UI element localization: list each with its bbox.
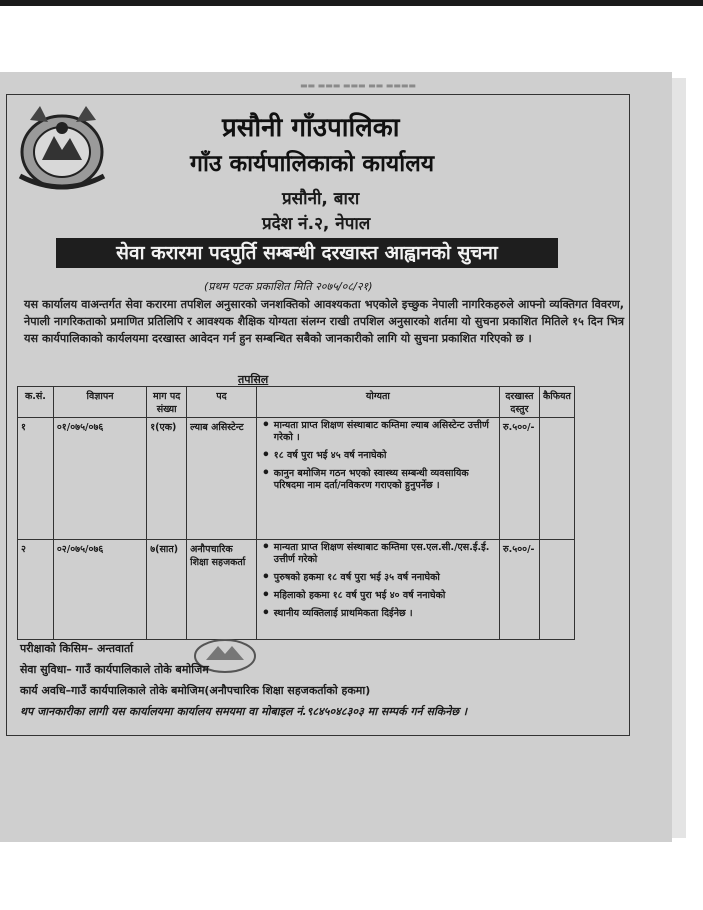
cell-count: १(एक): [147, 418, 187, 540]
intro-paragraph: यस कार्यालय वाअन्तर्गत सेवा करारमा तपशिल अनुसारको जनशक्तिको आवश्यकता भएकोले इच्छुक नेपाली नागरिकहरुले आफ्नो व्यक्तिगत विवरण, नेपाली नागरिकताको प्रमाणित प्रतिलिपि र आवश्यक शैक्षिक योग्यता संलग्न राखी तपशिल अनुसारको शर्तमा यो सुचना प्रकाशित मितिले १५ दिन भित्र यस कार्यपालिकाको कार्यलयमा दरखास्त आवेदन गर्न हुन सम्बन्धित सबैको जानकारीको लागि यो सुचना प्रकाशित गरिएको छ ।: [24, 298, 624, 345]
table-row: [18, 418, 575, 540]
list-item: • १८ वर्ष पुरा भई ४५ वर्ष ननाघेको: [274, 450, 496, 462]
scan-edge: [0, 0, 703, 6]
col-header-ad: विज्ञापन: [53, 387, 146, 418]
published-date: (प्रथम पटक प्रकाशित मिति २०७५/०८/२१): [204, 280, 373, 293]
col-header-remarks: कैफियत: [539, 387, 574, 418]
cell-remarks: [539, 540, 574, 640]
contact-info: थप जानकारीका लागी यस कार्यालयमा कार्यालय समयमा वा मोबाइल नं.९८४५०४८३०३ मा सम्पर्क गर्न सकिनेछ ।: [20, 705, 468, 718]
notice-banner: सेवा करारमा पदपुर्ति सम्बन्धी दरखास्त आह्वानको सुचना: [56, 238, 558, 268]
list-item: • महिलाको हकमा १८ वर्ष पुरा भई ४० वर्ष ननाघेको: [274, 590, 496, 602]
col-header-sn: क.सं.: [18, 387, 54, 418]
cell-fee: रु.५००/-: [499, 418, 539, 540]
service-facility: सेवा सुविधा– गाउँ कार्यपालिकाले तोके बमोजिम: [20, 663, 209, 676]
cell-sn: १: [18, 418, 54, 540]
cell-post: अनौपचारिक शिक्षा सहजकर्ता: [187, 540, 257, 640]
office-location: प्रसौनी, बारा: [282, 189, 360, 209]
list-item: • मान्यता प्राप्त शिक्षण संस्थाबाट कम्तिमा ल्याब असिस्टेन्ट उत्तीर्ण गरेको ।: [274, 420, 496, 444]
municipality-title: प्रसौनी गाँउपालिका: [222, 113, 400, 143]
list-item: • पुरुषको हकमा १८ वर्ष पुरा भई ३५ वर्ष ननाघेको: [274, 572, 496, 584]
cell-sn: २: [18, 540, 54, 640]
cell-ad: ०२/०७५/०७६: [53, 540, 146, 640]
col-header-post: पद: [187, 387, 257, 418]
vacancy-table: [17, 386, 575, 640]
cell-fee: रु.५००/-: [499, 540, 539, 640]
table-row: [18, 540, 575, 640]
col-header-count: माग पद संख्या: [147, 387, 187, 418]
work-term: कार्य अवधि–गाउँ कार्यपालिकाले तोके बमोजिम(अनौपचारिक शिक्षा सहजकर्ताको हकमा): [20, 684, 371, 697]
cell-remarks: [539, 418, 574, 540]
exam-type: परीक्षाको किसिम– अन्तवार्ता: [20, 642, 134, 655]
col-header-fee: दरखास्त दस्तुर: [499, 387, 539, 418]
cell-ad: ०१/०७५/०७६: [53, 418, 146, 540]
list-item: • स्थानीय व्यक्तिलाई प्राथमिकता दिईनेछ ।: [274, 608, 496, 620]
province-name: प्रदेश नं.२, नेपाल: [262, 214, 371, 234]
list-item: • मान्यता प्राप्त शिक्षण संस्थाबाट कम्तिमा एस.एल.सी./एस.ई.ई. उत्तीर्ण गरेको: [274, 542, 496, 566]
col-header-qualification: योग्यता: [256, 387, 499, 418]
office-name: गाँउ कार्यपालिकाको कार्यालय: [190, 150, 435, 177]
cell-qualification: [256, 540, 499, 640]
cell-qualification: [256, 418, 499, 540]
nepal-emblem-icon: [10, 98, 120, 198]
cell-count: ७(सात): [147, 540, 187, 640]
notice-footer: [20, 638, 467, 722]
cell-post: ल्याब असिस्टेन्ट: [187, 418, 257, 540]
list-item: • कानुन बमोजिम गठन भएको स्वास्थ्य सम्बन्धी व्यवसायिक परिषदमा नाम दर्ता/नविकरण गराएको हुनुपर्नेछ ।: [274, 468, 496, 492]
details-heading: तपसिल: [238, 373, 269, 386]
table-header-row: [18, 387, 575, 418]
bleed-through-text: ▬▬ ▬▬▬ ▬▬▬ ▬▬ ▬▬▬▬: [300, 81, 416, 90]
